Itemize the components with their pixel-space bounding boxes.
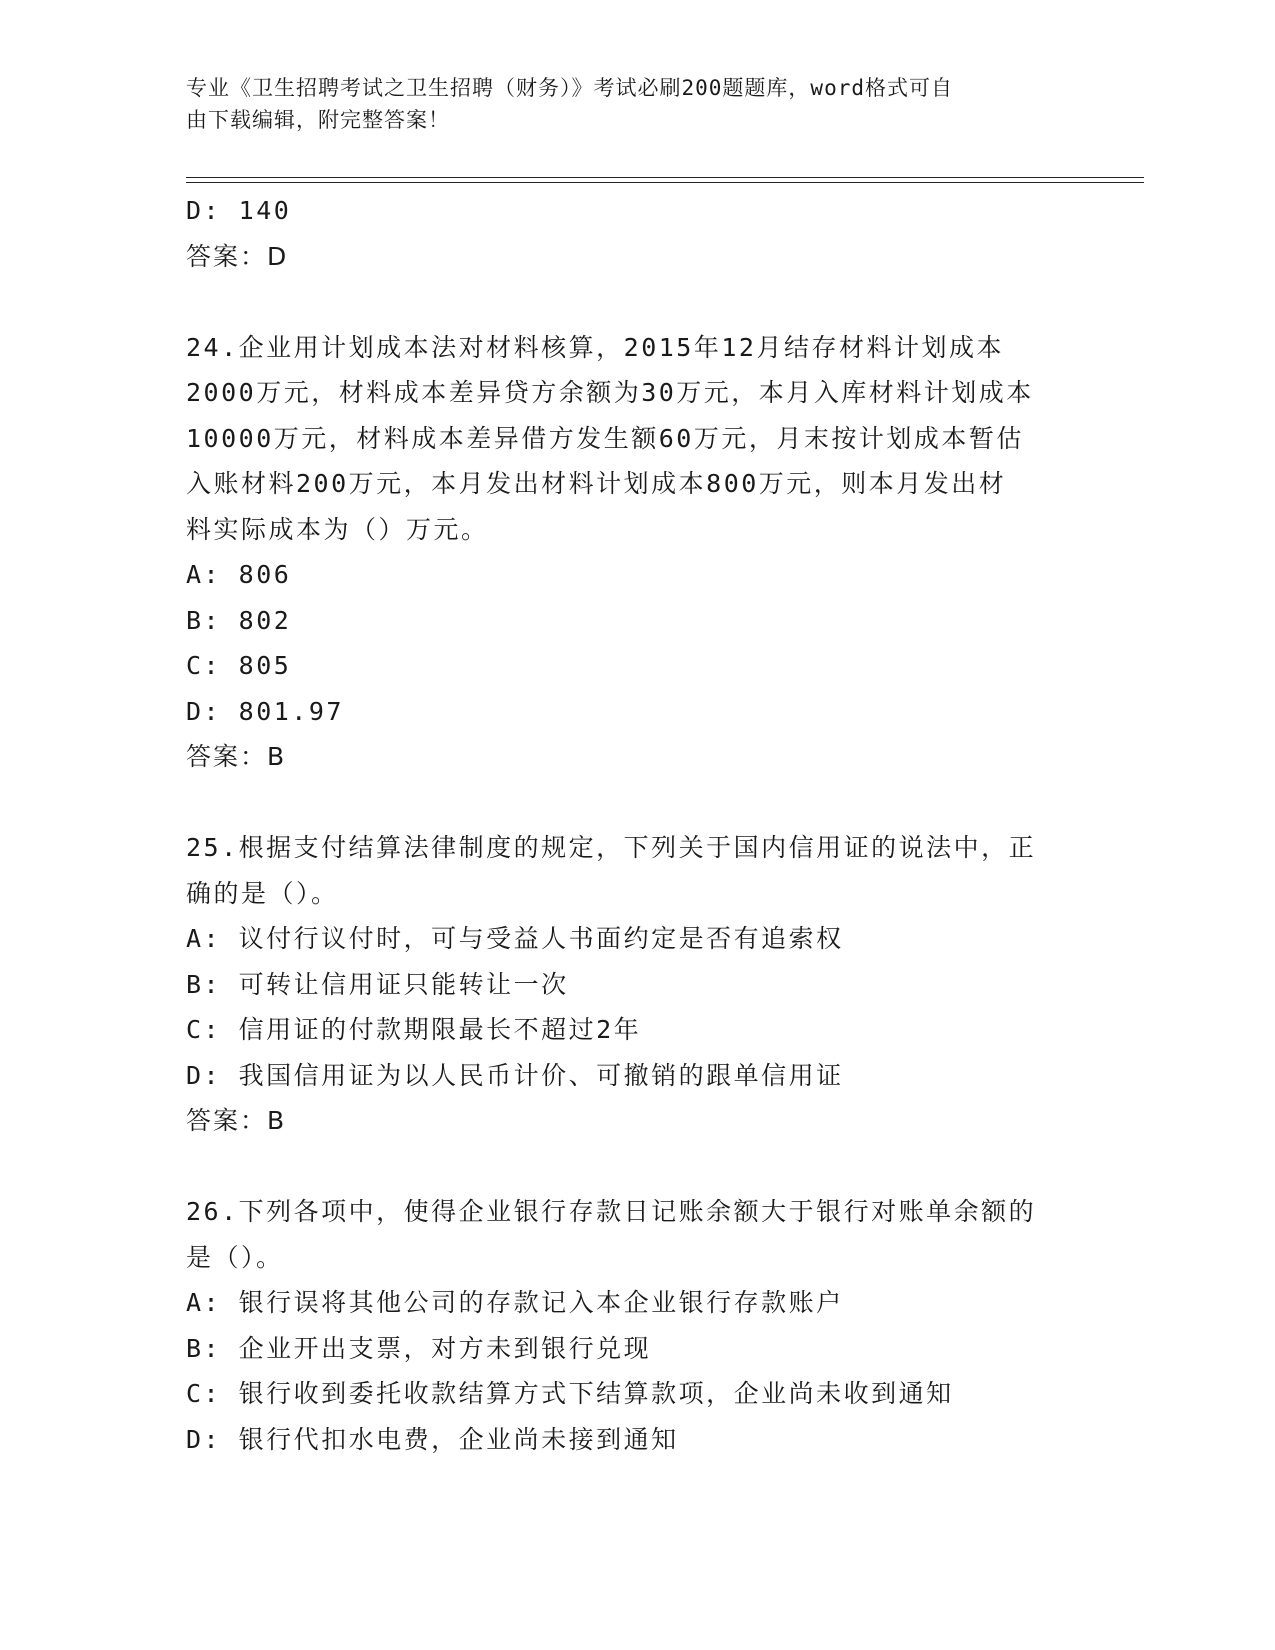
header-divider-top (186, 177, 1144, 178)
question-text-line: 是（）。 (186, 1242, 284, 1272)
answer: 答案：D (186, 241, 289, 271)
header-divider-bottom (186, 182, 1144, 183)
spacer (186, 1144, 1086, 1190)
header-line-1: 专业《卫生招聘考试之卫生招聘（财务）》考试必刷200题题库，word格式可自 (186, 76, 953, 100)
answer: 答案：B (186, 742, 287, 771)
option-c: C: 805 (186, 651, 292, 680)
document-header (186, 72, 1086, 136)
question-25 (186, 825, 1086, 1144)
option-c: C: 信用证的付款期限最长不超过2年 (186, 1015, 642, 1044)
spacer (186, 780, 1086, 826)
option-c: C: 银行收到委托收款结算方式下结算款项，企业尚未收到通知 (186, 1379, 954, 1408)
option-a: A: 议付行议付时，可与受益人书面约定是否有追索权 (186, 924, 844, 953)
option-b: B: 802 (186, 605, 292, 635)
question-text-line: 26.下列各项中，使得企业银行存款日记账余额大于银行对账单余额的 (186, 1197, 1037, 1226)
option-d: D: 银行代扣水电费，企业尚未接到通知 (186, 1424, 679, 1454)
question-text-line: 25.根据支付结算法律制度的规定，下列关于国内信用证的说法中，正 (186, 833, 1037, 862)
document-body (186, 188, 1086, 1462)
previous-question-tail (186, 188, 1086, 279)
option-d: D: 801.97 (186, 696, 344, 726)
answer: 答案：B (186, 1106, 287, 1135)
question-text-line: 24.企业用计划成本法对材料核算，2015年12月结存材料计划成本 (186, 332, 1004, 362)
question-24 (186, 325, 1086, 780)
question-text-line: 确的是（）。 (186, 878, 339, 908)
option-b: B: 企业开出支票，对方未到银行兑现 (186, 1333, 652, 1363)
option-b: B: 可转让信用证只能转让一次 (186, 969, 569, 999)
option-d: D: 我国信用证为以人民币计价、可撤销的跟单信用证 (186, 1060, 844, 1090)
option-a: A: 银行误将其他公司的存款记入本企业银行存款账户 (186, 1288, 844, 1317)
option-d: D: 140 (186, 196, 292, 225)
question-text-line: 10000万元，材料成本差异借方发生额60万元，月末按计划成本暂估 (186, 423, 1024, 453)
option-a: A: 806 (186, 560, 292, 589)
question-text-line: 入账材料200万元，本月发出材料计划成本800万元，则本月发出材 (186, 469, 1007, 498)
question-text-line: 2000万元，材料成本差异贷方余额为30万元，本月入库材料计划成本 (186, 378, 1034, 407)
question-text-line: 料实际成本为（）万元。 (186, 514, 489, 544)
spacer (186, 279, 1086, 325)
question-26 (186, 1189, 1086, 1462)
header-line-2: 由下载编辑，附完整答案！ (186, 108, 450, 132)
